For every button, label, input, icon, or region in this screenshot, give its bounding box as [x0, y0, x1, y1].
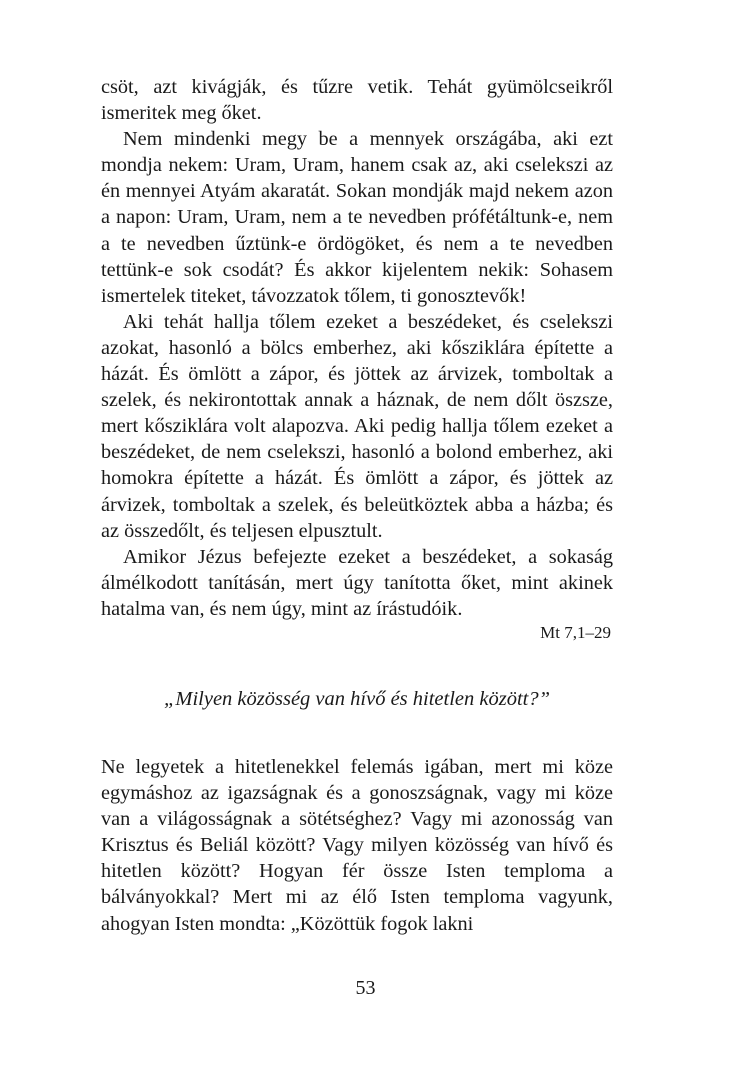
paragraph-crowd-amazed: Amikor Jézus befejezte ezeket a beszédeket, a sokaság álmélkodott tanításán, mert úgy tanította őket, mint akinek hatalma van, és nem úgy, mint az írástudóik.	[101, 545, 613, 620]
paragraph-continuation: csöt, azt kivágják, és tűzre vetik. Tehát gyümölcseikről ismeritek meg őket.	[101, 76, 613, 125]
paragraph-wise-and-foolish-builders: Aki tehát hallja tőlem ezeket a beszédeket, és cselekszi azokat, hasonló a bölcs emberhez, aki kősziklára építette a házát. És ömlött a zápor, és jöttek az árvizek, tomboltak a szelek, és nekirontottak annak a háznak, de nem dőlt öszsze, mert kősziklára volt alapozva. Aki pedig hallja tőlem ezeket a beszédeket, de nem cselekszi, hasonló a bolond emberhez, aki homokra építette a házát. És ömlött a zápor, és jöttek az árvizek, tomboltak a szelek, és beleütköztek abba a házba; és az összedőlt, és teljesen elpusztult.	[101, 310, 613, 542]
paragraph-kingdom-of-heaven: Nem mindenki megy be a mennyek országába, aki ezt mondja nekem: Uram, Uram, hanem csak az, aki cselekszi az én mennyei Atyám akaratát. Sokan mondják majd nekem azon a napon: Uram, Uram, nem a te nevedben prófétáltunk-e, nem a te nevedben űztünk-e ördögöket, és nem a te nevedben tettünk-e sok csodát? És akkor kijelentem nekik: Sohasem ismertelek titeket, távozzatok tőlem, ti gonosztevők!	[101, 128, 613, 307]
page-body	[101, 74, 613, 937]
page-number: 53	[355, 977, 376, 999]
bible-reference: Mt 7,1–29	[540, 622, 611, 642]
section-heading: „Milyen közösség van hívő és hitetlen között?”	[163, 687, 551, 710]
paragraph-unequally-yoked: Ne legyetek a hitetlenekkel felemás igában, mert mi köze egymáshoz az igazságnak és a gonoszságnak, vagy mi köze van a világosságnak a sötétséghez? Vagy mi azonosság van Krisztus és Beliál között? Vagy milyen közösség van hívő és hitetlen között? Hogyan fér össze Isten temploma a bálványokkal? Mert mi az élő Isten temploma vagyunk, ahogyan Isten mondta: „Közöttük fogok lakni	[101, 755, 613, 935]
